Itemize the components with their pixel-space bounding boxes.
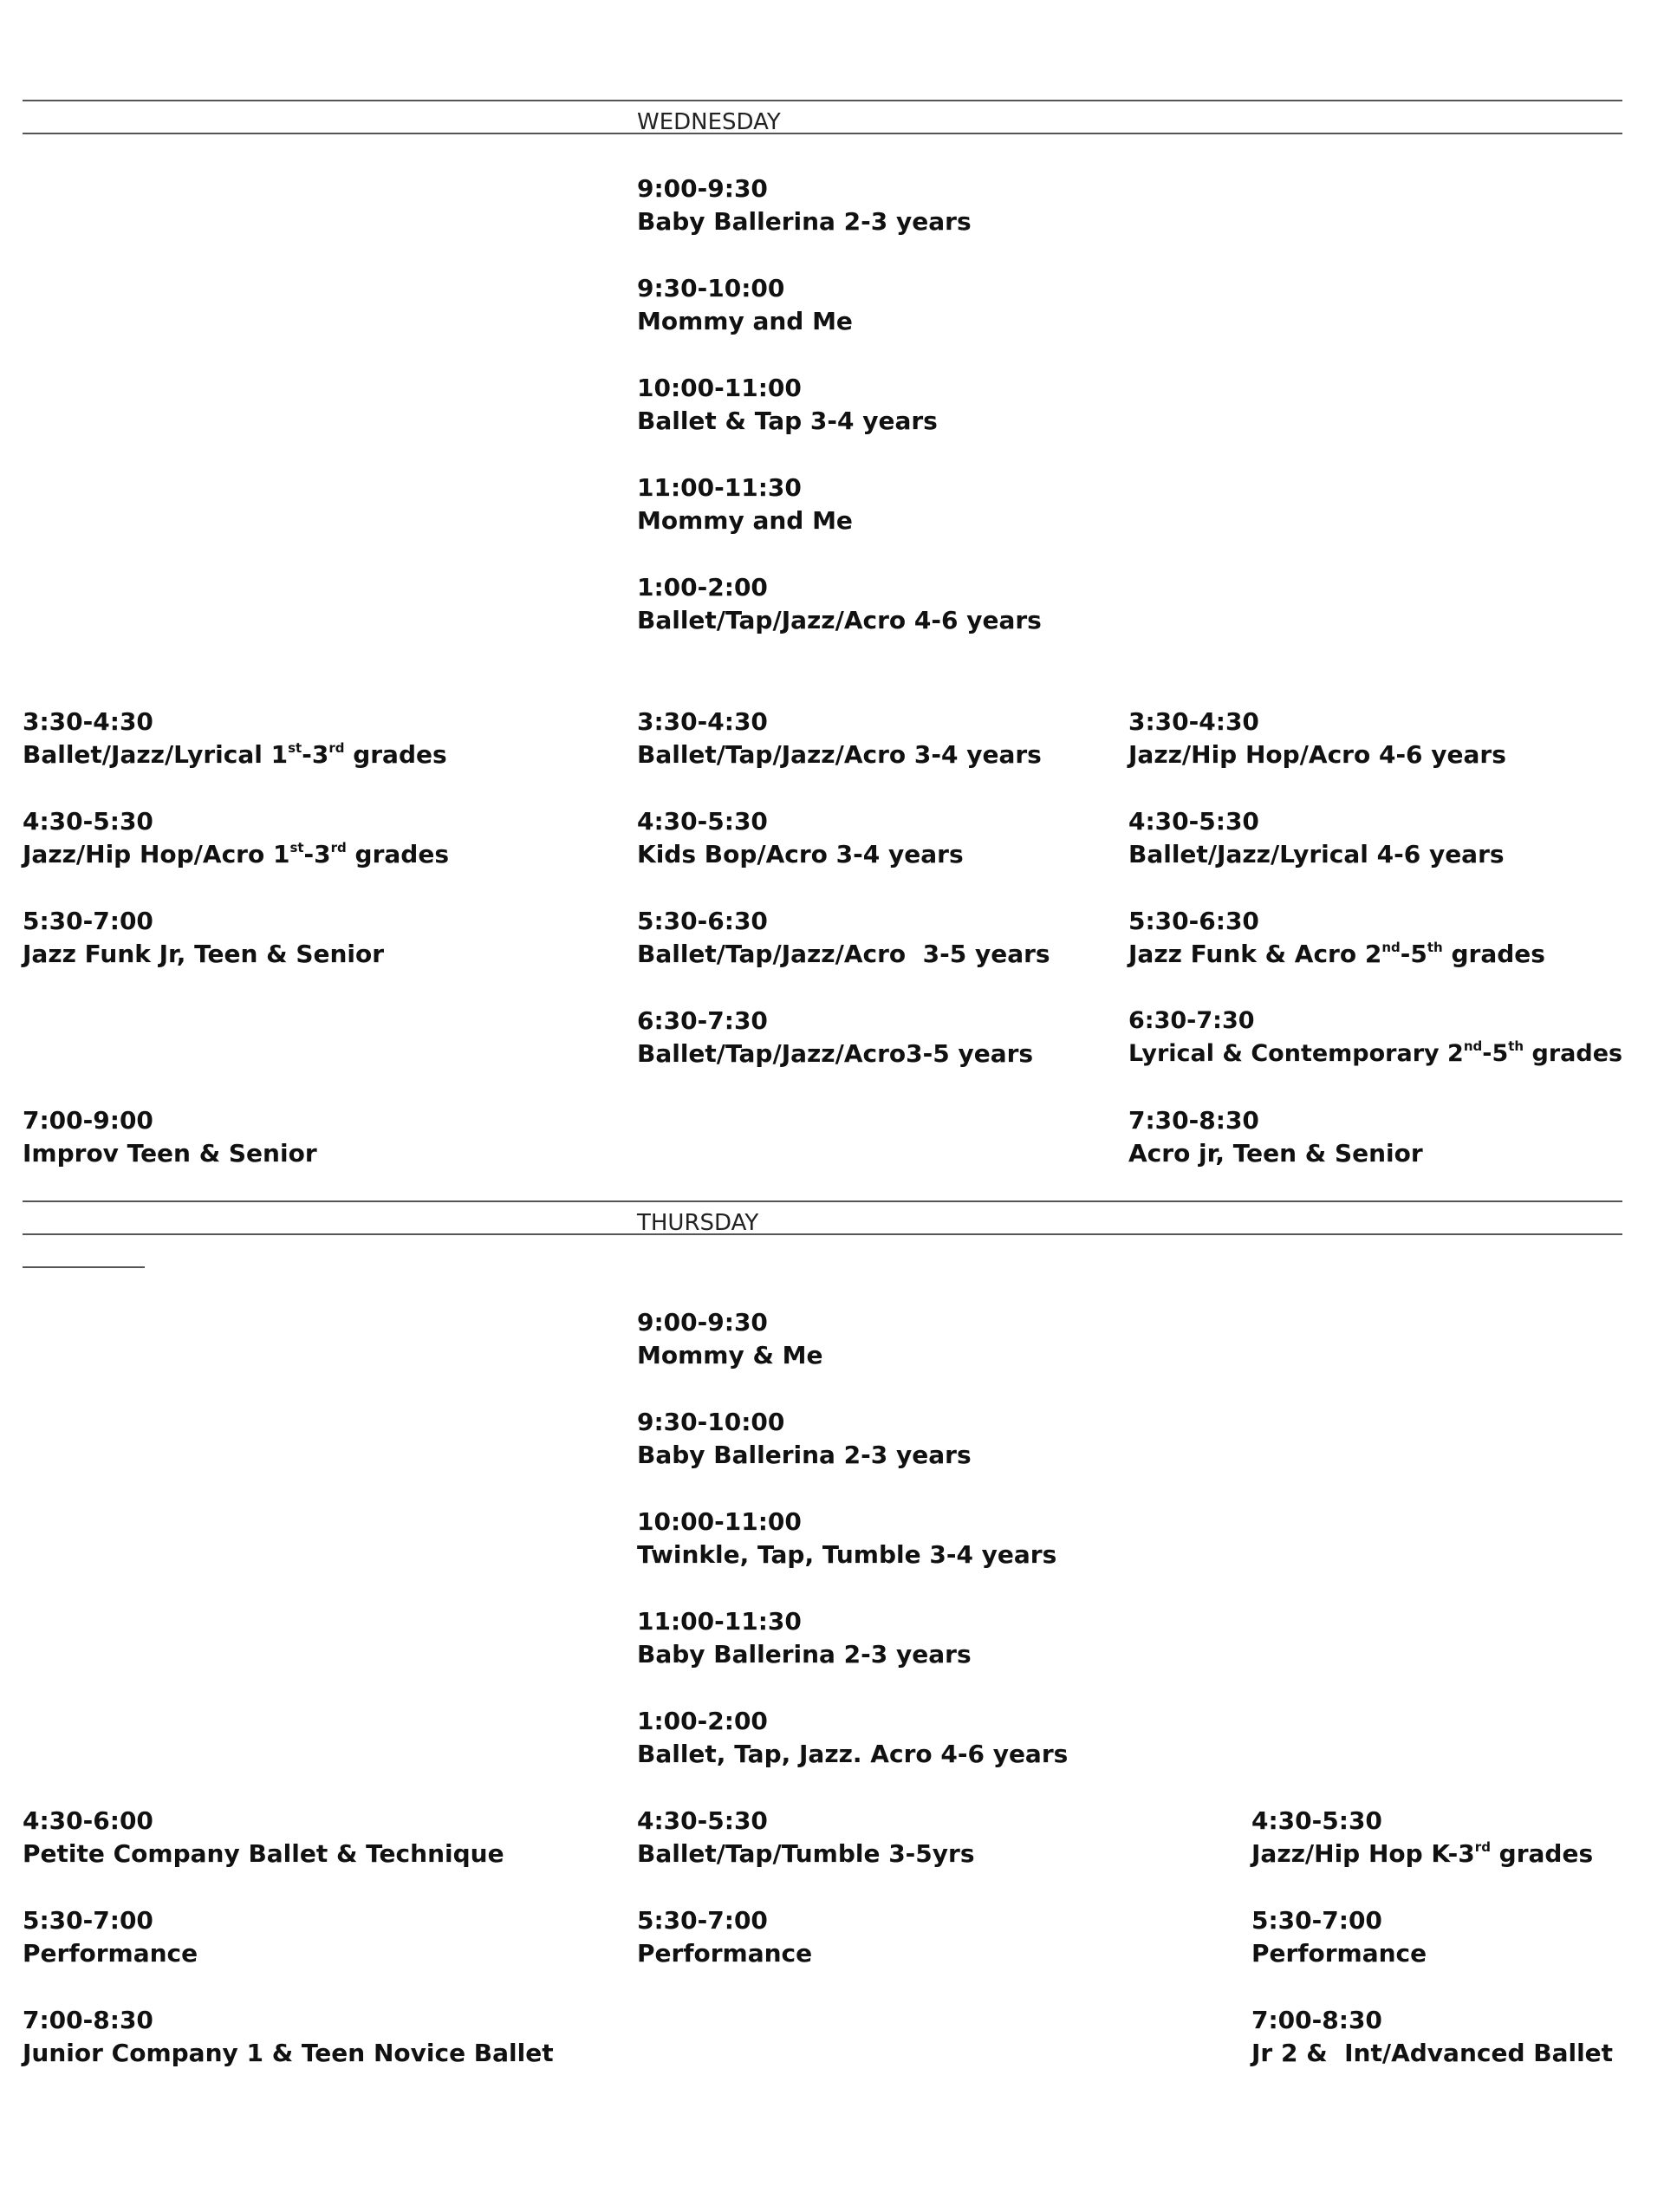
class-time: 5:30-7:00: [637, 1906, 768, 1935]
wed-middle-class-1: [637, 706, 1042, 771]
wednesday-top-rule: [23, 100, 1622, 101]
class-name: Mommy and Me: [637, 506, 853, 535]
class-time: 10:00-11:00: [637, 374, 802, 402]
class-time: 5:30-7:00: [1251, 1906, 1382, 1935]
class-time: 1:00-2:00: [637, 1707, 768, 1735]
class-name: Jazz/Hip Hop K-3rd grades: [1251, 1839, 1594, 1868]
class-time: 10:00-11:00: [637, 1507, 802, 1536]
class-time: 9:00-9:30: [637, 174, 768, 203]
thu-left-class-3: [23, 2004, 554, 2070]
class-name: Ballet/Tap/Jazz/Acro3-5 years: [637, 1039, 1034, 1068]
class-time: 5:30-6:30: [637, 907, 768, 935]
class-time: 5:30-7:00: [23, 907, 153, 935]
class-name: Jazz Funk & Acro 2nd-5th grades: [1128, 940, 1545, 968]
class-time: 9:30-10:00: [637, 1408, 785, 1436]
class-name: Ballet/Jazz/Lyrical 1st-3rd grades: [23, 740, 447, 769]
class-name: Jazz/Hip Hop/Acro 4-6 years: [1128, 740, 1506, 769]
class-name: Jr 2 & Int/Advanced Ballet: [1251, 2039, 1614, 2067]
class-time: 4:30-5:30: [1251, 1806, 1382, 1835]
class-name: Petite Company Ballet & Technique: [23, 1839, 504, 1868]
wed-middle-class-2: [637, 805, 964, 871]
wed-right-class-1: [1128, 706, 1506, 771]
class-time: 6:30-7:30: [1128, 1007, 1255, 1034]
class-time: 7:00-9:00: [23, 1106, 153, 1135]
wed-left-class-3: [23, 905, 384, 971]
thu-morning-class-3: [637, 1506, 1056, 1571]
class-name: Lyrical & Contemporary 2nd-5th grades: [1128, 1038, 1623, 1067]
thu-morning-class-5: [637, 1705, 1068, 1771]
class-name: Ballet/Jazz/Lyrical 4-6 years: [1128, 840, 1505, 869]
class-time: 5:30-7:00: [23, 1906, 153, 1935]
class-time: 4:30-6:00: [23, 1806, 153, 1835]
wed-right-class-4: [1128, 1005, 1622, 1070]
wed-morning-class-5: [637, 571, 1042, 637]
wed-middle-class-3: [637, 905, 1050, 971]
class-time: 7:30-8:30: [1128, 1106, 1259, 1135]
thu-right-class-2: [1251, 1904, 1427, 1970]
class-time: 4:30-5:30: [1128, 807, 1259, 836]
thu-right-class-1: [1251, 1805, 1593, 1870]
wed-left-class-1: [23, 706, 447, 771]
class-name: Kids Bop/Acro 3-4 years: [637, 840, 964, 869]
class-name: Improv Teen & Senior: [23, 1139, 317, 1168]
class-time: 5:30-6:30: [1128, 907, 1259, 935]
class-name: Baby Ballerina 2-3 years: [637, 1441, 972, 1469]
wed-right-class-2: [1128, 805, 1505, 871]
wed-morning-class-2: [637, 272, 853, 338]
thu-morning-class-4: [637, 1605, 972, 1671]
class-name: Jazz/Hip Hop/Acro 1st-3rd grades: [23, 840, 449, 869]
thu-middle-class-2: [637, 1904, 812, 1970]
class-time: 6:30-7:30: [637, 1006, 768, 1035]
wed-middle-class-4: [637, 1005, 1033, 1070]
class-time: 4:30-5:30: [23, 807, 153, 836]
class-time: 3:30-4:30: [637, 707, 768, 736]
wed-right-class-5: [1128, 1104, 1423, 1170]
wed-left-class-2: [23, 805, 449, 871]
class-name: Baby Ballerina 2-3 years: [637, 1640, 972, 1669]
thursday-heading: THURSDAY: [637, 1210, 759, 1236]
thursday-top-rule: [23, 1200, 1622, 1202]
wednesday-heading: WEDNESDAY: [637, 109, 781, 135]
class-name: Jazz Funk Jr, Teen & Senior: [23, 940, 385, 968]
class-name: Ballet/Tap/Tumble 3-5yrs: [637, 1839, 975, 1868]
thu-left-class-2: [23, 1904, 198, 1970]
thu-left-class-1: [23, 1805, 504, 1870]
class-name: Ballet/Tap/Jazz/Acro 4-6 years: [637, 606, 1042, 634]
wednesday-heading-rule: [23, 133, 1622, 134]
wed-morning-class-4: [637, 472, 853, 537]
wed-morning-class-3: [637, 372, 938, 438]
class-time: 4:30-5:30: [637, 1806, 768, 1835]
class-name: Performance: [1251, 1939, 1427, 1968]
thu-morning-class-2: [637, 1406, 972, 1472]
class-time: 9:00-9:30: [637, 1308, 768, 1337]
class-name: Junior Company 1 & Teen Novice Ballet: [23, 2039, 554, 2067]
class-name: Baby Ballerina 2-3 years: [637, 207, 972, 236]
class-name: Ballet/Tap/Jazz/Acro 3-4 years: [637, 740, 1042, 769]
class-time: 9:30-10:00: [637, 274, 785, 303]
wed-left-class-4: [23, 1104, 317, 1170]
class-name: Performance: [637, 1939, 813, 1968]
class-time: 11:00-11:30: [637, 473, 802, 502]
wed-morning-class-1: [637, 172, 972, 238]
thu-middle-class-1: [637, 1805, 975, 1870]
class-name: Performance: [23, 1939, 198, 1968]
class-name: Mommy & Me: [637, 1341, 823, 1369]
class-name: Twinkle, Tap, Tumble 3-4 years: [637, 1540, 1057, 1569]
class-time: 3:30-4:30: [23, 707, 153, 736]
class-time: 3:30-4:30: [1128, 707, 1259, 736]
thursday-heading-rule: [23, 1233, 1622, 1235]
thu-morning-class-1: [637, 1306, 822, 1372]
thursday-short-rule: [23, 1266, 145, 1268]
class-time: 4:30-5:30: [637, 807, 768, 836]
class-name: Ballet & Tap 3-4 years: [637, 407, 938, 435]
class-time: 7:00-8:30: [23, 2006, 153, 2034]
thu-right-class-3: [1251, 2004, 1613, 2070]
class-time: 7:00-8:30: [1251, 2006, 1382, 2034]
class-name: Ballet/Tap/Jazz/Acro 3-5 years: [637, 940, 1050, 968]
wed-right-class-3: [1128, 905, 1545, 971]
class-name: Acro jr, Teen & Senior: [1128, 1139, 1423, 1168]
class-time: 11:00-11:30: [637, 1607, 802, 1636]
class-name: Ballet, Tap, Jazz. Acro 4-6 years: [637, 1740, 1069, 1768]
class-time: 1:00-2:00: [637, 573, 768, 602]
class-name: Mommy and Me: [637, 307, 853, 335]
